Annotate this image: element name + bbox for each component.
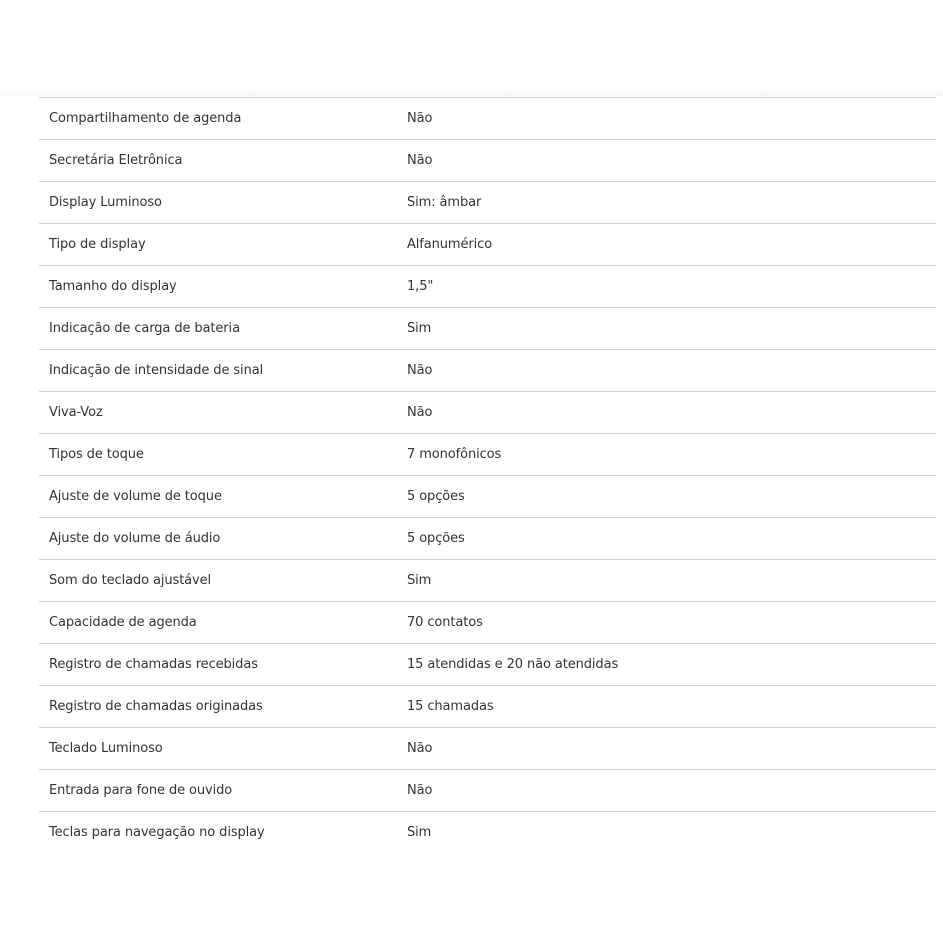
spec-label: Tipos de toque <box>49 446 144 462</box>
table-row <box>39 392 936 434</box>
table-row <box>39 686 936 728</box>
spec-label: Tamanho do display <box>49 278 177 294</box>
table-row <box>39 602 936 644</box>
spec-value: Não <box>407 152 433 168</box>
table-row <box>39 224 936 266</box>
spec-label: Capacidade de agenda <box>49 614 197 630</box>
table-row <box>39 308 936 350</box>
spec-label: Registro de chamadas originadas <box>49 698 263 714</box>
spec-value: 7 monofônicos <box>407 446 502 462</box>
spec-value: 5 opções <box>407 530 465 546</box>
spec-value: 1,5" <box>407 278 434 294</box>
spec-label: Tipo de display <box>49 236 146 252</box>
table-row <box>39 266 936 308</box>
spec-label: Indicação de intensidade de sinal <box>49 362 264 378</box>
spec-label: Teclado Luminoso <box>49 740 163 756</box>
spec-value: Não <box>407 782 433 798</box>
page-top-area <box>0 0 943 96</box>
spec-value: Não <box>407 110 433 126</box>
spec-value: Sim <box>407 572 432 588</box>
table-row <box>39 182 936 224</box>
spec-value: Alfanumérico <box>407 236 493 252</box>
table-row <box>39 518 936 560</box>
table-row <box>39 140 936 182</box>
spec-label: Ajuste do volume de áudio <box>49 530 221 546</box>
spec-label: Registro de chamadas recebidas <box>49 656 258 672</box>
table-row <box>39 728 936 770</box>
table-row <box>39 350 936 392</box>
spec-label: Viva-Voz <box>49 404 103 420</box>
spec-label: Teclas para navegação no display <box>49 824 265 840</box>
spec-label: Entrada para fone de ouvido <box>49 782 233 798</box>
table-row <box>39 770 936 812</box>
spec-value: 15 atendidas e 20 não atendidas <box>407 656 619 672</box>
table-row <box>39 812 936 854</box>
spec-label: Secretária Eletrônica <box>49 152 183 168</box>
spec-label: Indicação de carga de bateria <box>49 320 240 336</box>
table-row <box>39 476 936 518</box>
table-row <box>39 560 936 602</box>
spec-value: Sim <box>407 824 432 840</box>
table-row <box>39 434 936 476</box>
spec-value: 5 opções <box>407 488 465 504</box>
spec-value: 70 contatos <box>407 614 483 630</box>
spec-label: Ajuste de volume de toque <box>49 488 222 504</box>
spec-label: Compartilhamento de agenda <box>49 110 242 126</box>
spec-value: Sim: âmbar <box>407 194 482 210</box>
spec-label: Display Luminoso <box>49 194 162 210</box>
specifications-table <box>39 97 936 853</box>
spec-value: Sim <box>407 320 432 336</box>
spec-value: Não <box>407 740 433 756</box>
table-row <box>39 644 936 686</box>
spec-label: Som do teclado ajustável <box>49 572 212 588</box>
spec-value: Não <box>407 404 433 420</box>
spec-value: Não <box>407 362 433 378</box>
table-row <box>39 98 936 140</box>
spec-value: 15 chamadas <box>407 698 494 714</box>
